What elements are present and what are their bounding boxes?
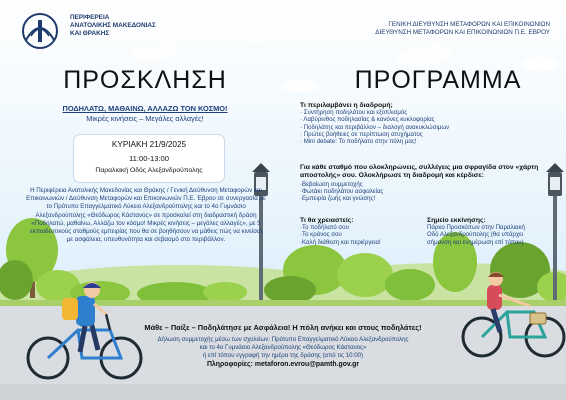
registration-line2: και το 4ο Γυμνάσιο Αλεξανδρούπολης «Θεόδωρος Κάστανος» [199,344,367,351]
needs-item: ·Καλή διάθεση και περιέργεια! [300,238,381,246]
start-point-heading: Σημείο εκκίνησης: [427,217,486,224]
region-name-line3: ΚΑΙ ΘΡΑΚΗΣ [70,30,110,37]
route-item: · Πρώτες βοήθειες σε περίπτωση ατυχήματος [300,130,423,138]
invitation-title: ΠΡΟΣΚΛΗΣΗ [63,66,227,94]
registration-line3: ή επί τόπου εγγραφή την ημέρα της δράσης (από τις 10:00) [202,352,364,359]
event-date: ΚΥΡΙΑΚΗ 21/9/2025 [111,140,187,149]
needs-section [300,217,410,246]
event-time: 11:00-13:00 [129,154,169,163]
start-point-section [427,217,552,246]
start-point-line: Οδό Αλεξανδρούπολης (θα υπάρχει [427,231,524,239]
route-item: · Mini debate: Το ποδήλατο στην πόλη μας! [300,138,417,146]
region-name-line1: ΠΕΡΙΦΕΡΕΙΑ [70,14,110,21]
route-item: · Λαβύρινθος ποδηλασίας & κανόνες κυκλοφορίας [300,116,435,124]
event-place: Παραλιακή Οδός Αλεξανδρούπολης [95,167,203,174]
route-item: · Συντήρηση ποδηλάτου και εξοπλισμός [300,109,408,116]
region-name-line2: ΑΝΑΤΟΛΙΚΗΣ ΜΑΚΕΔΟΝΙΑΣ [70,22,156,29]
needs-heading: Τι θα χρειαστείς: [300,217,354,224]
stamps-heading: Για κάθε σταθμό που ολοκληρώνεις, συλλέγεις μια σφραγίδα στον «χάρτη αποστολής» σου. Ολοκλήρωσε τη διαδρομή και κέρδισε: [300,164,539,180]
needs-item: ·Το κράνος σου [300,231,342,239]
route-item: · Ποδηλάτης και περιβάλλον – διαλογή ανακυκλώσιμων [300,123,450,131]
start-point-line: σήμανση και ενημέρωση επί τόπου) [427,238,524,246]
department-line1: ΓΕΝΙΚΗ ΔΙΕΥΘΥΝΣΗ ΜΕΤΑΦΟΡΩΝ ΚΑΙ ΕΠΙΚΟΙΝΩΝΙΩΝ [388,21,550,28]
route-includes-heading: Τι περιλαμβάνει η διαδρομή; [300,102,393,109]
start-point-line: Πάρκο Προσκόπων στην Παραλιακή [427,224,525,231]
registration-line1: Δήλωση συμμετοχής μέσω των σχολείων: Πρότυπο Επαγγελματικό Λύκειο Αλεξανδρούπολης [157,336,409,343]
reward-item: ·Εμπειρία ζωής και γνώσης! [300,195,376,203]
reward-item: ·Φωτάκι ποδηλάτου ασφαλείας [300,188,384,196]
needs-item: ·Το ποδήλατό σου [300,224,349,231]
invitation-text: Η Περιφέρεια Ανατολικής Μακεδονίας και Θράκης / Γενική Διεύθυνση Μεταφορών και Επικοινωνιών / Διεύθυνση Μεταφορών και Επικοινωνιών Π.Ε. Έβρου σε συνεργασία με το Πρότυπο Επαγγελματικό Λύκειο Αλεξανδρούπολης και το 4ο Γυμνάσιο Αλεξανδρούπολης «Θεόδωρος Κάστανος» σε προσκαλεί στη διαδραστική δράση «Ποδηλατώ, μαθαίνω, Αλλάζω τον κόσμο! Μικρές κινήσεις – μεγάλες αλλαγές», με 5 εκπαιδευτικούς σταθμούς εμπειρίας που θα σε βοηθήσουν να μάθεις πώς να κινείσαι με ασφάλεια, υπευθυνότητα και σεβασμό στο περιβάλλον. [26,187,266,244]
contact-info: Πληροφορίες: metaforon.evrou@pamth.gov.gr [206,361,360,368]
region-logo [23,14,57,48]
program-title: ΠΡΟΓΡΑΜΜΑ [354,66,522,94]
event-date-box [73,134,225,183]
event-subslogan: Μικρές κινήσεις – Μεγάλες αλλαγές! [86,114,204,123]
event-slogan: ΠΟΔΗΛΑΤΩ, ΜΑΘΑΙΝΩ, ΑΛΛΑΖΩ ΤΟΝ ΚΟΣΜΟ! [62,104,228,113]
department-line2: ΔΙΕΥΘΥΝΣΗ ΜΕΤΑΦΟΡΩΝ ΚΑΙ ΕΠΙΚΟΙΝΩΝΙΩΝ Π.Ε. ΕΒΡΟΥ [375,29,550,36]
footer-motto: Μάθε – Παίξε – Ποδηλάτησε με Ασφάλεια! Η πόλη ανήκει και στους ποδηλάτες! [144,323,422,332]
department-header [336,21,550,37]
registration-info [60,336,506,360]
region-name [70,14,190,38]
reward-item: ·Βεβαίωση συμμετοχής [300,180,363,188]
route-includes [300,102,562,145]
stamps-section [300,164,562,203]
